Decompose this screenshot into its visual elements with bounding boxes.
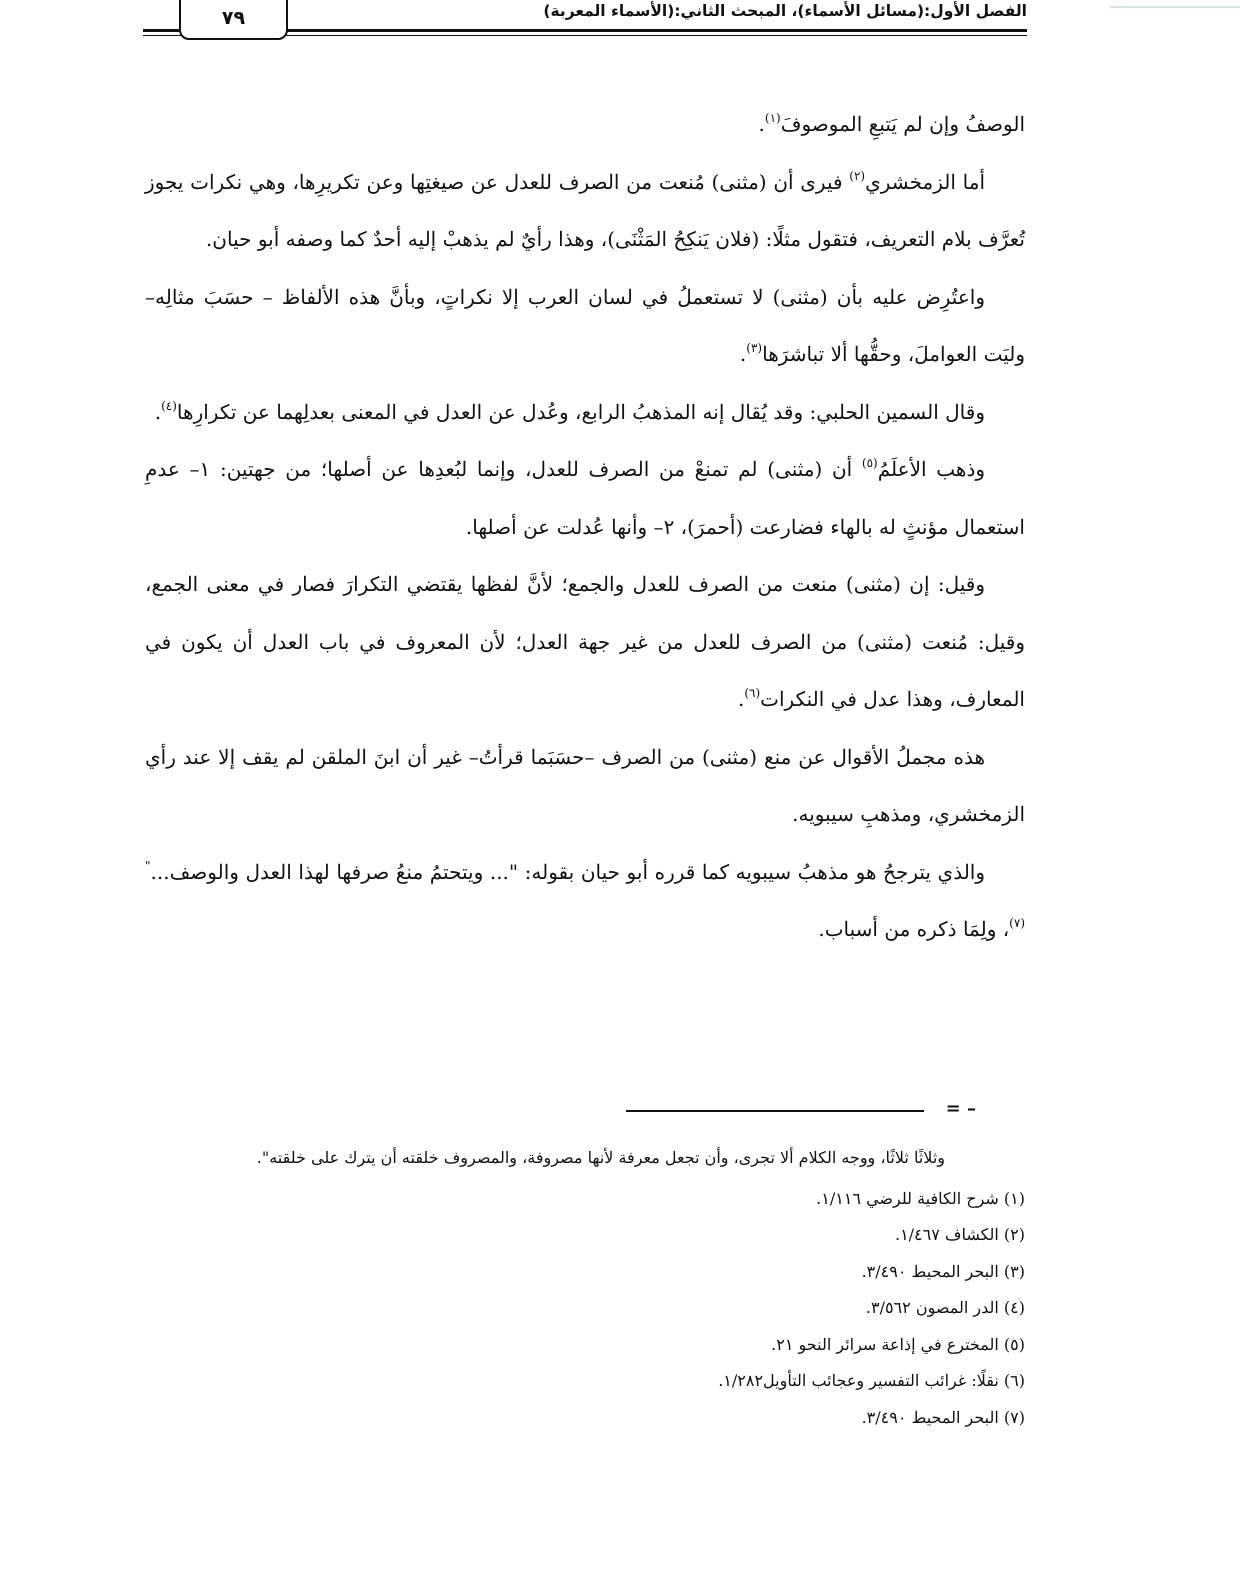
separator-line <box>626 1110 924 1112</box>
paragraph-text: والذي يترجحُ هو مذهبُ سيبويه كما قرره أبو حيان بقوله: "... ويتحتمُ منعُ صرفها لهذا العدل والوصف... <box>150 859 985 884</box>
paragraph-text: وقيل: إن (مثنى) منعت من الصرف للعدل والجمع؛ لأنَّ لفظها يقتضي التكرارَ فصار في معنى الجمع، وقيل: مُنعت (مثنى) من الصرف للعدل من غير جهة العدل؛ لأن المعروف في باب العدل أن يكون في المعارف، وهذا عدل في النكرات <box>145 572 1025 711</box>
footnote-list <box>145 1181 1025 1437</box>
footnote-reference: "(٧) <box>145 858 1025 930</box>
body-paragraph <box>145 729 1025 844</box>
paragraph-text: . <box>739 342 747 366</box>
footnote-number: (١) <box>1003 1188 1025 1208</box>
footnote-reference: (٥) <box>861 456 878 470</box>
footnote-item <box>145 1254 1025 1291</box>
footnote-item <box>145 1217 1025 1254</box>
body-paragraph <box>145 154 1025 269</box>
separator-mark: = – <box>945 1098 976 1119</box>
paragraph-text: ، ولِمَا ذكره من أسباب. <box>818 917 1010 941</box>
footnote-text: الكشاف ١/٤٦٧. <box>894 1225 999 1244</box>
footnote-reference: (٣) <box>746 341 763 355</box>
paragraph-text: فيرى أن (مثنى) مُنعت من الصرف للعدل عن صيغتِها وعن تكريرِها، وهي نكرات يجوز تُعرَّف بلام التعريف، فتقول مثلًا: (فلان يَنكِحُ المَثْنَى)، وهذا رأيٌ لم يذهبْ إليه أحدٌ كما وصفه أبو حيان. <box>145 169 1025 251</box>
paragraph-text: . <box>154 399 162 424</box>
page-header <box>143 0 1027 44</box>
footnote-text: الدر المصون ٣/٥٦٢. <box>865 1298 999 1317</box>
footnote-item <box>145 1181 1025 1218</box>
body-paragraph <box>145 844 1025 959</box>
footnote-number: (٧) <box>1003 1407 1025 1427</box>
paragraph-text: الوصفُ وإن لم يَتبعِ الموصوفَ <box>780 112 1025 136</box>
footnote-number: (٢) <box>1003 1225 1025 1244</box>
footnote-text: المخترع في إذاعة سرائر النحو ٢١. <box>771 1334 999 1354</box>
page-number: ٧٩ <box>221 7 246 29</box>
footnote-text: البحر المحيط ٣/٤٩٠. <box>861 1261 999 1281</box>
body-paragraph <box>145 556 1025 729</box>
footnote-item <box>145 1363 1025 1400</box>
paragraph-text: . <box>758 112 765 136</box>
footnote-continuation: وثلاثًا ثلاثًا، ووجه الكلام ألا تجرى، وأن تجعل معرفة لأنها مصروفة، والمصروف خلقته أن يترك على خلقته". <box>256 1148 945 1167</box>
footnote-reference: (٦) <box>744 686 761 700</box>
footnote-number: (٤) <box>1003 1298 1025 1317</box>
page-number-box <box>179 0 288 40</box>
footnote-item <box>145 1290 1025 1327</box>
corner-accent-line <box>1110 6 1240 8</box>
footnote-item <box>145 1400 1025 1437</box>
paragraph-text: هذه مجملُ الأقوال عن منع (مثنى) من الصرف –حسَبَما قرأتُ– غير أن ابنَ الملقن لم يقف إلا عند رأي الزمخشري، ومذهبِ سيبويه. <box>145 744 1025 826</box>
footnote-number: (٥) <box>1003 1334 1025 1354</box>
main-text <box>145 96 1025 959</box>
paragraph-text: أما الزمخشري <box>865 169 985 194</box>
paragraph-text: وذهب الأعلَمُ <box>877 457 986 481</box>
body-paragraph <box>145 269 1025 384</box>
footnote-reference: (٤) <box>161 398 177 413</box>
footnote-text: البحر المحيط ٣/٤٩٠. <box>861 1407 999 1427</box>
footnote-text: نقلًا: غرائب التفسير وعجائب التأويل١/٢٨٢. <box>718 1371 999 1390</box>
footnote-separator <box>626 1100 976 1122</box>
footnote-text: شرح الكافية للرضي ١/١١٦. <box>816 1188 999 1208</box>
footnotes-section <box>145 1140 1025 1436</box>
paragraph-text: . <box>737 687 745 711</box>
paragraph-text: واعتُرِض عليه بأن (مثنى) لا تستعملُ في لسان العرب إلا نكراتٍ، وبأنَّ هذه الألفاظ – حسَبَ مثالِه– وليَت العواملَ، وحقُّها ألا تباشرَها <box>145 284 1025 366</box>
footnote-item <box>145 1327 1025 1364</box>
running-header-title: الفصل الأول:(مسائل الأسماء)، المبحث الثاني:(الأسماء المعربة) <box>543 2 1027 20</box>
footnote-reference: (٢) <box>849 168 866 183</box>
body-paragraph <box>145 441 1025 556</box>
footnote-number: (٣) <box>1003 1261 1025 1281</box>
footnote-reference: (١) <box>764 111 781 125</box>
paragraph-text: أن (مثنى) لم تمنعْ من الصرف للعدل، وإنما لبُعدِها عن أصلها؛ من جهتين: ١– عدمِ استعمال مؤنثٍ له بالهاء فضارعت (أحمرَ)، ٢– وأنها عُدلت عن أصلها. <box>145 457 1025 539</box>
body-paragraph <box>145 96 1025 154</box>
paragraph-text: وقال السمين الحلبي: وقد يُقال إنه المذهبُ الرابع، وعُدل عن العدل في المعنى بعدلِهما عن تكرارِها <box>176 399 985 424</box>
footnote-number: (٦) <box>1003 1371 1025 1390</box>
body-paragraph <box>145 384 1025 442</box>
